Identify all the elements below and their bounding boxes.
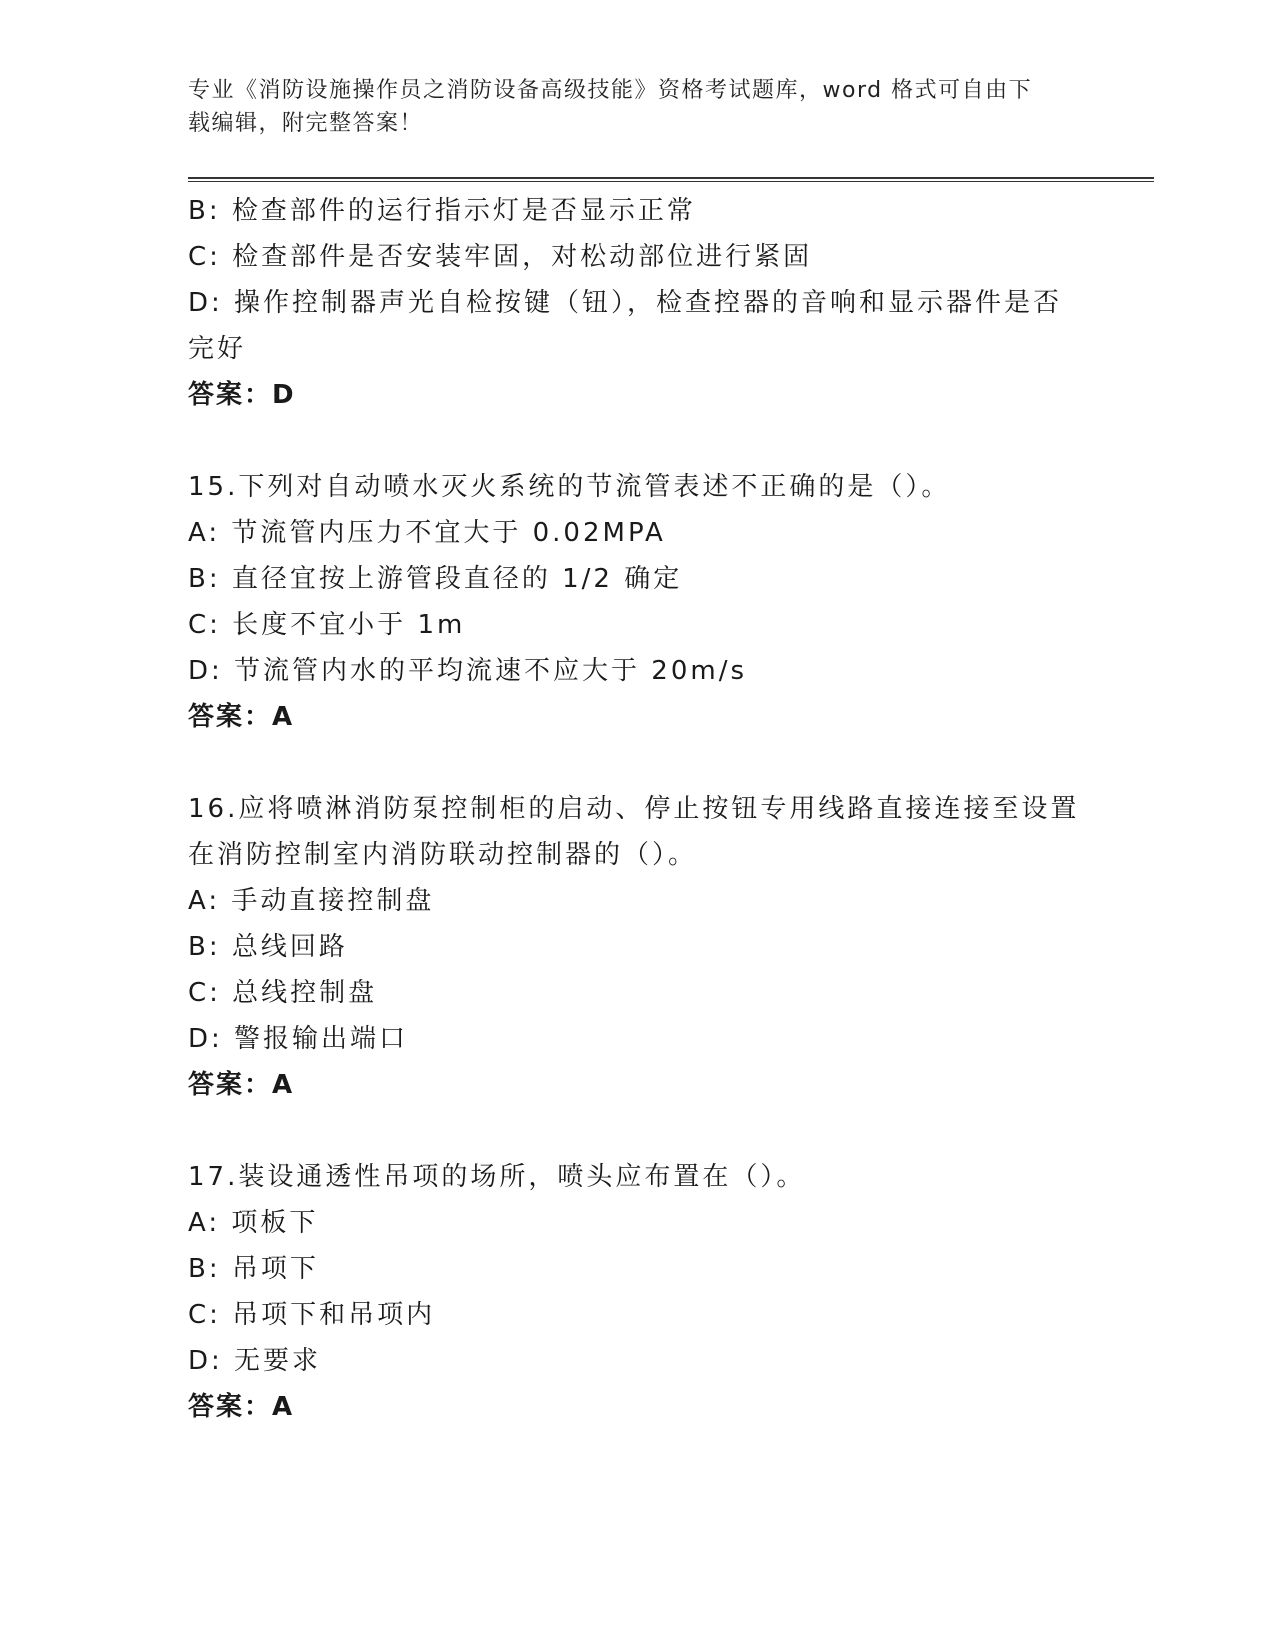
spacer <box>188 740 1088 786</box>
answer: 答案：A <box>188 1392 295 1422</box>
header-line-1: 专业《消防设施操作员之消防设备高级技能》资格考试题库，word 格式可自由下 <box>188 78 1033 103</box>
header-divider <box>188 177 1154 182</box>
question-stem: 17.装设通透性吊项的场所，喷头应布置在（）。 <box>188 1162 806 1192</box>
option-a: A: 节流管内压力不宜大于 0.02MPA <box>188 518 666 548</box>
option-d: D: 无要求 <box>188 1346 322 1376</box>
question-15 <box>188 464 1088 740</box>
option-d: D: 节流管内水的平均流速不应大于 20m/s <box>188 656 748 686</box>
option-c: C: 吊项下和吊项内 <box>188 1300 436 1330</box>
option-c: C: 长度不宜小于 1m <box>188 610 466 640</box>
option-b: B: 直径宜按上游管段直径的 1/2 确定 <box>188 564 683 594</box>
option-c: C: 检查部件是否安装牢固，对松动部位进行紧固 <box>188 242 813 272</box>
spacer <box>188 1108 1088 1154</box>
option-b: B: 吊项下 <box>188 1254 319 1284</box>
question-stem: 15.下列对自动喷水灭火系统的节流管表述不正确的是（）。 <box>188 472 951 502</box>
option-b: B: 检查部件的运行指示灯是否显示正常 <box>188 196 696 226</box>
option-d: D: 警报输出端口 <box>188 1024 409 1054</box>
question-stem-line-2: 在消防控制室内消防联动控制器的（）。 <box>188 840 698 870</box>
question-list <box>188 188 1088 1430</box>
option-a: A: 项板下 <box>188 1208 319 1238</box>
option-d-line-1: D: 操作控制器声光自检按键（钮），检查控器的音响和显示器件是否 <box>188 288 1063 318</box>
option-c: C: 总线控制盘 <box>188 978 378 1008</box>
question-stem-line-1: 16.应将喷淋消防泵控制柜的启动、停止按钮专用线路直接连接至设置 <box>188 794 1080 824</box>
option-a: A: 手动直接控制盘 <box>188 886 435 916</box>
answer: 答案：A <box>188 1070 295 1100</box>
option-d-line-2: 完好 <box>188 334 247 364</box>
page-header <box>188 74 1068 140</box>
answer: 答案：D <box>188 380 296 410</box>
question-16 <box>188 786 1088 1108</box>
option-b: B: 总线回路 <box>188 932 348 962</box>
spacer <box>188 418 1088 464</box>
question-17 <box>188 1154 1088 1430</box>
header-line-2: 载编辑，附完整答案！ <box>188 111 424 136</box>
answer: 答案：A <box>188 702 295 732</box>
question-14-continued <box>188 188 1088 418</box>
